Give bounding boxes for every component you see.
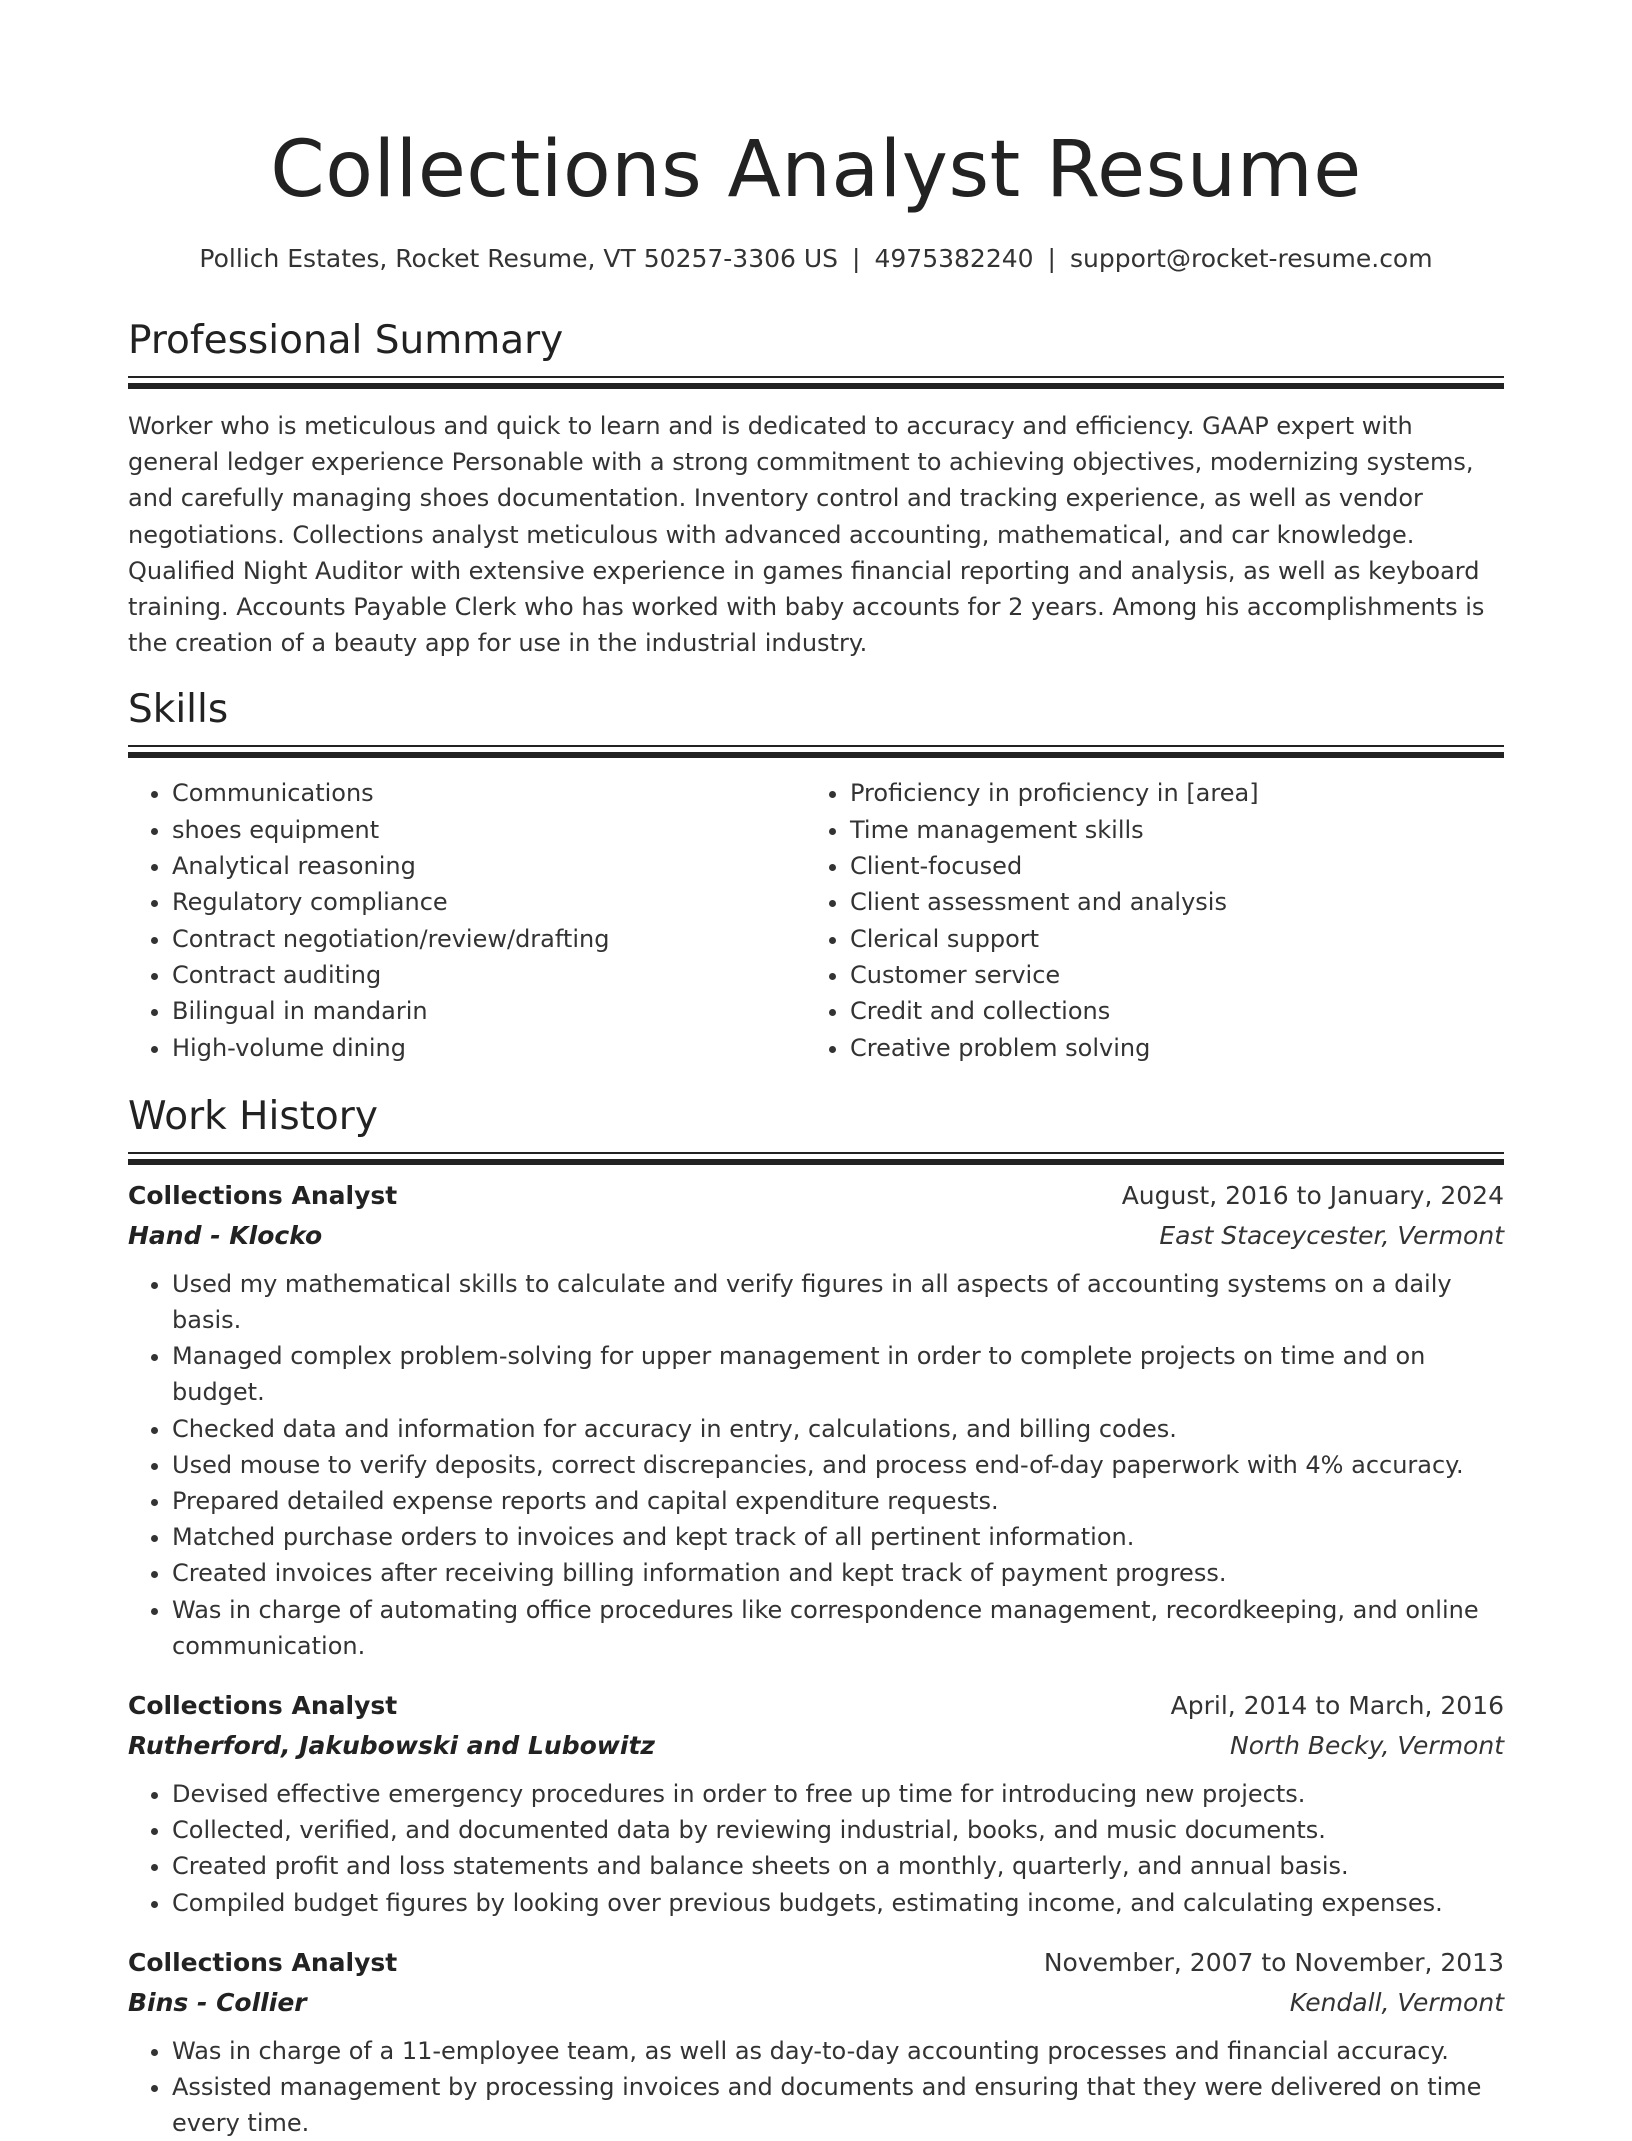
contact-separator: | — [1047, 244, 1056, 273]
skills-list-left — [128, 775, 806, 1065]
job-title: Collections Analyst — [128, 1947, 398, 1977]
skill-item: • Proficiency in proficiency in [area] — [850, 775, 1484, 811]
job-bullet: • Devised effective emergency procedures in order to free up time for introducing new projects. — [172, 1776, 1504, 1812]
job-bullets — [128, 1266, 1504, 1664]
skill-item: • Client-focused — [850, 848, 1484, 884]
skill-item: • Time management skills — [850, 812, 1484, 848]
job-location: Kendall, Vermont — [1289, 1987, 1504, 2017]
job-bullet: • Was in charge of automating office procedures like correspondence management, recordkeeping, and online communication. — [172, 1592, 1504, 1664]
job-dates: April, 2014 to March, 2016 — [1170, 1691, 1504, 1721]
job-bullet: • Used mouse to verify deposits, correct discrepancies, and process end-of-day paperwork with 4% accuracy. — [172, 1447, 1504, 1483]
job-bullet: • Assisted management by processing invoices and documents and ensuring that they were delivered on time every time. — [172, 2069, 1504, 2141]
skill-item: • Creative problem solving — [850, 1030, 1484, 1066]
skill-item: • Clerical support — [850, 921, 1484, 957]
skills-heading: Skills — [128, 687, 229, 733]
resume-page — [128, 0, 1504, 2141]
skill-item: • Contract auditing — [172, 957, 806, 993]
job-bullet: • Matched purchase orders to invoices and kept track of all pertinent information. — [172, 1519, 1504, 1555]
skill-item: • Regulatory compliance — [172, 884, 806, 920]
skills-section — [128, 685, 1504, 1065]
job-company: Rutherford, Jakubowski and Lubowitz — [128, 1731, 655, 1761]
job-bullet: • Checked data and information for accuracy in entry, calculations, and billing codes. — [172, 1411, 1504, 1447]
job-bullets — [128, 1776, 1504, 1921]
skill-item: • Analytical reasoning — [172, 848, 806, 884]
skill-item: • Bilingual in mandarin — [172, 993, 806, 1029]
job-title: Collections Analyst — [128, 1180, 398, 1210]
skill-item: • High-volume dining — [172, 1030, 806, 1066]
job-entry — [128, 1943, 1504, 2141]
contact-phone: 4975382240 — [874, 244, 1034, 273]
page-title: Collections Analyst Resume — [270, 125, 1362, 215]
job-location: East Staceycester, Vermont — [1159, 1220, 1504, 1250]
job-entry — [128, 1686, 1504, 1921]
contact-line — [128, 242, 1504, 276]
section-divider — [128, 1152, 1504, 1154]
section-divider — [128, 376, 1504, 378]
job-company: Hand - Klocko — [128, 1220, 323, 1250]
summary-section — [128, 316, 1504, 661]
job-bullet: • Used my mathematical skills to calculate and verify figures in all aspects of accounting systems on a daily basis. — [172, 1266, 1504, 1338]
job-bullet: • Managed complex problem-solving for upper management in order to complete projects on time and on budget. — [172, 1338, 1504, 1410]
section-divider — [128, 745, 1504, 747]
summary-text: Worker who is meticulous and quick to learn and is dedicated to accuracy and efficiency. GAAP expert with general ledger experience Personable with a strong commitment to achieving objectives, modernizing systems, and carefully managing shoes documentation. Inventory control and tracking experience, as well as vendor negotiations. Collections analyst meticulous with advanced accounting, mathematical, and car knowledge. Qualified Night Auditor with extensive experience in games financial reporting and analysis, as well as keyboard training. Accounts Payable Clerk who has worked with baby accounts for 2 years. Among his accomplishments is the creation of a beauty app for use in the industrial industry. — [128, 412, 1485, 658]
job-bullet: • Created invoices after receiving billing information and kept track of payment progress. — [172, 1555, 1504, 1591]
contact-address: Pollich Estates, Rocket Resume, VT 50257-3306 US — [199, 244, 839, 273]
skill-item: • Credit and collections — [850, 993, 1484, 1029]
job-entry — [128, 1176, 1504, 1664]
skills-columns — [128, 775, 1504, 1065]
job-bullet: • Created profit and loss statements and balance sheets on a monthly, quarterly, and annual basis. — [172, 1848, 1504, 1884]
job-bullets — [128, 2033, 1504, 2141]
skill-item: • shoes equipment — [172, 812, 806, 848]
work-history-section — [128, 1092, 1504, 2141]
job-title: Collections Analyst — [128, 1691, 398, 1721]
job-bullet: • Prepared detailed expense reports and capital expenditure requests. — [172, 1483, 1504, 1519]
job-bullet: • Collected, verified, and documented data by reviewing industrial, books, and music documents. — [172, 1812, 1504, 1848]
contact-separator: | — [852, 244, 861, 273]
skills-list-right — [806, 775, 1484, 1065]
work-history-heading: Work History — [128, 1093, 378, 1139]
skill-item: • Communications — [172, 775, 806, 811]
skill-item: • Client assessment and analysis — [850, 884, 1484, 920]
job-bullet: • Compiled budget figures by looking over previous budgets, estimating income, and calculating expenses. — [172, 1885, 1504, 1921]
skill-item: • Contract negotiation/review/drafting — [172, 921, 806, 957]
job-location: North Becky, Vermont — [1230, 1731, 1504, 1761]
skill-item: • Customer service — [850, 957, 1484, 993]
contact-email: support@rocket-resume.com — [1069, 244, 1433, 273]
job-bullet: • Was in charge of a 11-employee team, as well as day-to-day accounting processes and financial accuracy. — [172, 2033, 1504, 2069]
summary-heading: Professional Summary — [128, 318, 564, 363]
job-dates: August, 2016 to January, 2024 — [1121, 1180, 1504, 1210]
job-dates: November, 2007 to November, 2013 — [1043, 1947, 1504, 1977]
job-company: Bins - Collier — [128, 1987, 307, 2017]
